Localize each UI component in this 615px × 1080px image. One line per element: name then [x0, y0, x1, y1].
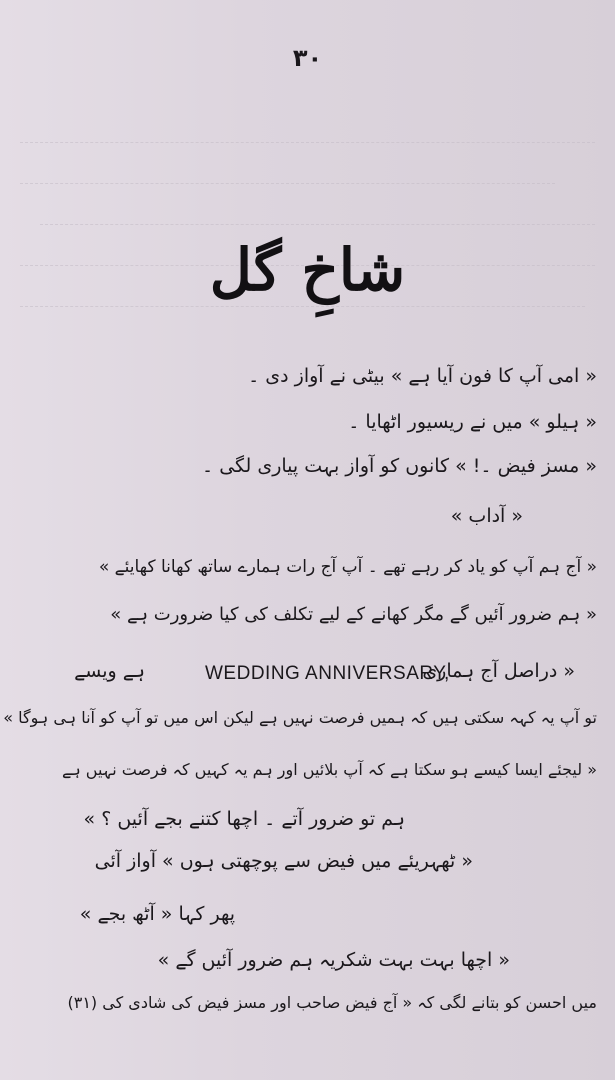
text-line: ہے ویسے	[74, 660, 145, 682]
text-line: پھر کہا « آٹھ بجے »	[79, 903, 235, 925]
show-through-texture	[0, 110, 615, 350]
text-line: میں احسن کو بتانے لگی کہ « آج فیض صاحب اور مسز فیض کی شادی کی (۳۱)	[67, 993, 597, 1012]
text-line: « امی آپ کا فون آیا ہے » بیٹی نے آواز دی ۔	[248, 365, 597, 387]
text-line: « دراصل آج ہماری	[422, 660, 575, 682]
text-line: « ہم ضرور آئیں گے مگر کھانے کے لیے تکلف کی کیا ضرورت ہے »	[110, 604, 597, 625]
text-line: « آداب »	[450, 505, 523, 527]
text-line: « لیجئے ایسا کیسے ہو سکتا ہے کہ آپ بلائیں اور ہم یہ کہیں کہ فرصت نہیں ہے	[61, 760, 597, 779]
english-phrase: WEDDING ANNIVERSARY,	[205, 663, 450, 684]
text-line: « ہیلو » میں نے ریسیور اٹھایا ۔	[348, 411, 597, 433]
page-number: ۳۰	[292, 44, 323, 72]
text-line: تو آپ یہ کہہ سکتی ہیں کہ ہمیں فرصت نہیں ہے لیکن اس میں تو آپ کو آنا ہی ہوگا »	[3, 708, 597, 727]
text-line: « آج ہم آپ کو یاد کر رہے تھے ۔ آپ آج رات ہمارے ساتھ کھانا کھایئے »	[98, 557, 597, 577]
chapter-title: شاخِ گل	[209, 236, 406, 304]
text-line: « اچھا بہت بہت شکریہ ہم ضرور آئیں گے »	[157, 949, 510, 971]
text-line: « ٹھہریئے میں فیض سے پوچھتی ہوں » آواز آئی	[94, 850, 473, 872]
text-line: « مسز فیض ۔! » کانوں کو آواز بہت پیاری لگی ۔	[202, 455, 597, 477]
text-line: ہم تو ضرور آتے ۔ اچھا کتنے بجے آئیں ؟ »	[83, 808, 405, 830]
